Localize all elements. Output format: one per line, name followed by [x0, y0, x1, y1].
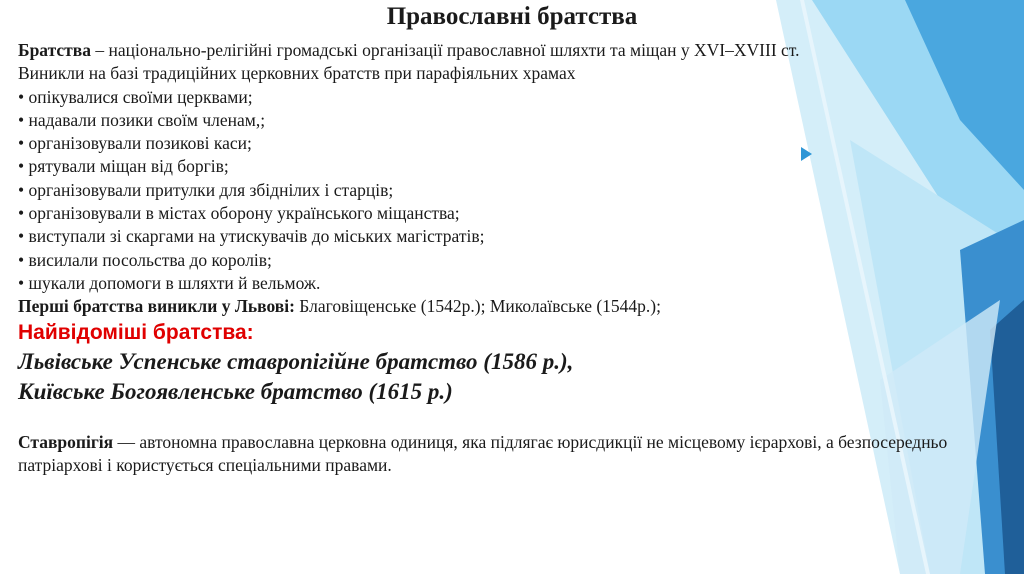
- page-title: Православні братства: [386, 3, 638, 30]
- slide-body: [18, 39, 1018, 477]
- famous-item-lviv: Львівське Успенське ставропігійне братство (1586 р.),: [18, 348, 574, 374]
- first-brotherhoods-text: Благовіщенське (1542р.); Миколаївське (1544р.);: [294, 296, 661, 317]
- origin-line: Виникли на базі традиційних церковних братств при парафіяльних храмах: [18, 63, 576, 84]
- list-item: • опікувалися своїми церквами;: [18, 86, 253, 107]
- list-item: • організовували в містах оборону українського міщанства;: [18, 203, 460, 224]
- definition-text: – національно-релігійні громадські організації православної шляхти та міщан у XVI–XVIII ст.: [90, 40, 800, 60]
- famous-item-kyiv: Київське Богоявленське братство (1615 р.): [18, 378, 453, 404]
- list-item: • рятували міщан від боргів;: [18, 156, 229, 177]
- famous-heading: Найвідоміші братства:: [18, 320, 254, 344]
- stauropegion-text: — автономна православна церковна одиниця, яка підлягає юрисдикції не місцевому ієрархові, а безпосередньо патріархові і користується спеціальними правами.: [18, 431, 948, 475]
- first-brotherhoods-label: Перші братства виникли у Львові:: [18, 296, 295, 317]
- first-brotherhoods-line: [18, 295, 1018, 318]
- definition-term: Братства: [18, 40, 91, 60]
- stauropegion-term: Ставропігія: [18, 431, 114, 452]
- list-item: • надавали позики своїм членам,;: [18, 109, 266, 130]
- list-item: • організовували притулки для збіднілих і старців;: [18, 179, 394, 200]
- list-item: • організовували позикові каси;: [18, 133, 252, 154]
- stauropegion-paragraph: [18, 431, 1018, 478]
- spacer: [18, 407, 1018, 431]
- activities-list: [18, 86, 1018, 296]
- list-item: • виступали зі скаргами на утискувачів до міських магістратів;: [18, 226, 485, 247]
- list-item: • шукали допомоги в шляхти й вельмож.: [18, 272, 321, 293]
- definition-line: [18, 39, 1018, 62]
- list-item: • висилали посольства до королів;: [18, 249, 272, 270]
